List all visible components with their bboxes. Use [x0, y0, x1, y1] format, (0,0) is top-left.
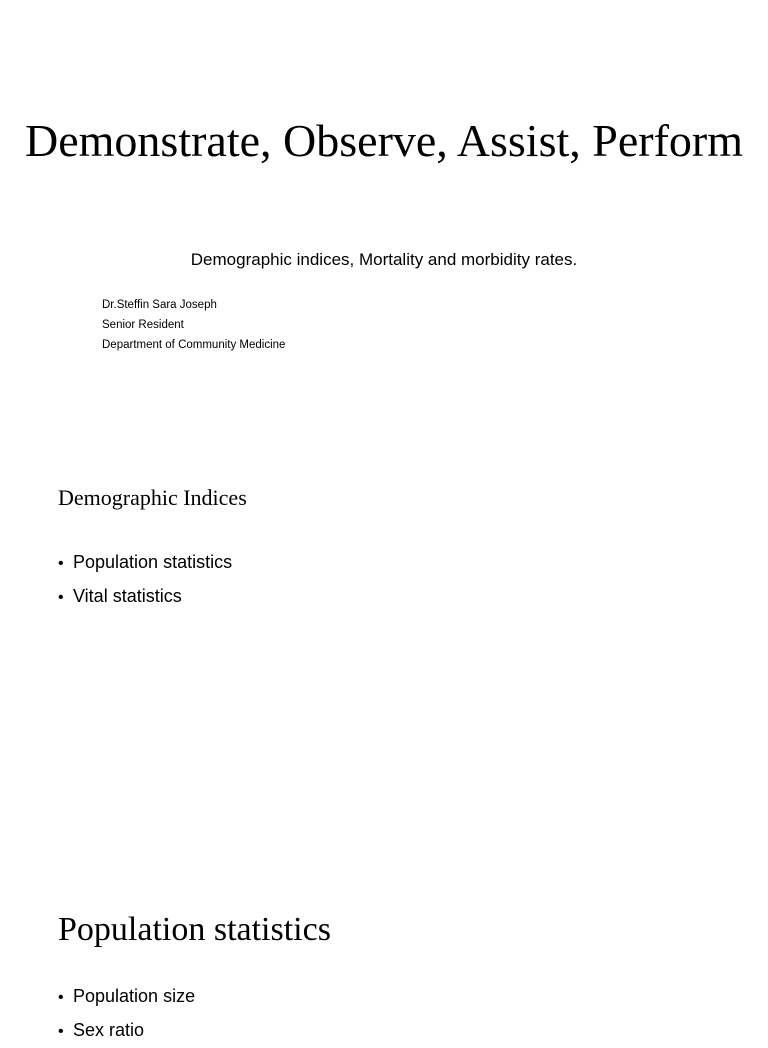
list-item-text: Population statistics: [73, 552, 233, 572]
presentation-subtitle: Demographic indices, Mortality and morbidity rates.: [190, 250, 578, 269]
author-position: Senior Resident: [102, 319, 184, 331]
bullet-icon: •: [58, 589, 64, 606]
list-item-text: Vital statistics: [73, 586, 182, 606]
author-block: [102, 295, 285, 355]
bullet-icon: •: [58, 989, 64, 1006]
slide-demographic-indices: [0, 432, 768, 864]
list-item-text: Population size: [73, 986, 196, 1006]
list-item-text: Sex ratio: [73, 1020, 145, 1040]
author-name: Dr.Steffin Sara Joseph: [102, 299, 217, 311]
bullet-icon: •: [58, 1023, 64, 1040]
list-item: [58, 1014, 195, 1048]
slide-title: [0, 0, 768, 432]
list-item: [58, 580, 232, 614]
presentation-title: Demonstrate, Observe, Assist, Perform: [25, 115, 743, 166]
bullet-list: [58, 546, 232, 614]
slide-heading: Demographic Indices: [58, 485, 247, 510]
slide-heading: Population statistics: [58, 911, 331, 948]
bullet-icon: •: [58, 555, 64, 572]
list-item: [58, 546, 232, 580]
bullet-list: [58, 980, 195, 1048]
list-item: [58, 980, 195, 1014]
author-department: Department of Community Medicine: [102, 339, 286, 351]
slide-population-statistics: [0, 864, 768, 1040]
